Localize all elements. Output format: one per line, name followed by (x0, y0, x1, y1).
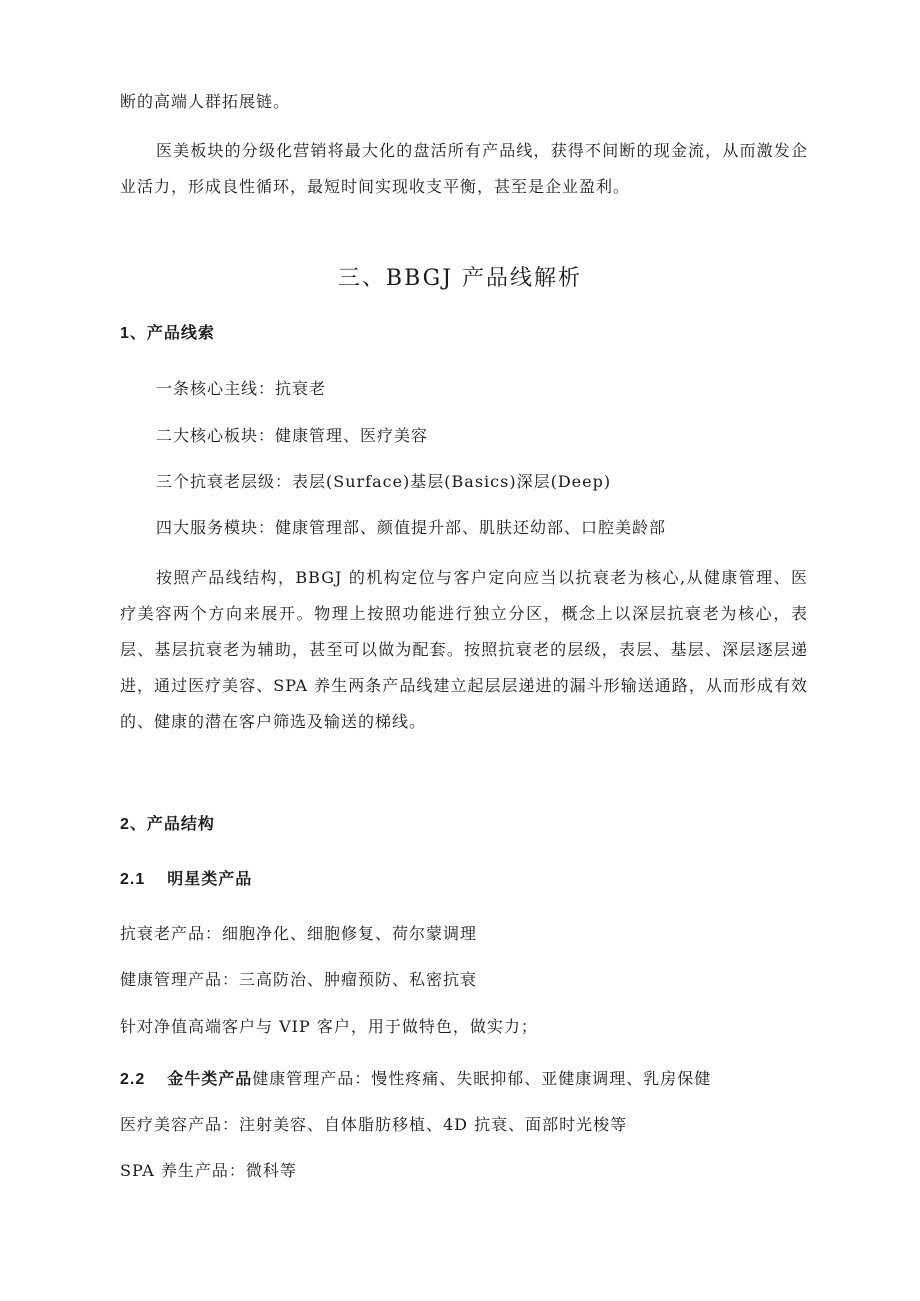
cow-product-line: 医疗美容产品：注射美容、自体脂肪移植、4D 抗衰、面部时光梭等 (120, 1115, 628, 1134)
heading-text: 产品线索 (146, 323, 215, 342)
subheading-number: 2.1 (120, 871, 146, 888)
star-product-line: 健康管理产品：三高防治、肿瘤预防、私密抗衰 (120, 970, 478, 989)
heading-number: 2、 (120, 816, 147, 833)
clue-item: 四大服务模块：健康管理部、颜值提升部、肌肤还幼部、口腔美龄部 (156, 518, 667, 537)
heading-product-structure (120, 812, 215, 837)
cow-product-line: SPA 养生产品：微科等 (120, 1161, 297, 1180)
subheading-number: 2.2 (120, 1071, 146, 1088)
heading-product-clue (120, 321, 215, 346)
intro-line: 断的高端人群拓展链。 (120, 92, 291, 111)
section-title: 三、BBGJ 产品线解析 (337, 266, 583, 291)
heading-text: 产品结构 (146, 814, 215, 833)
subheading-star-products (120, 867, 252, 892)
cow-inline-line: 健康管理产品：慢性疼痛、失眠抑郁、亚健康调理、乳房保健 (252, 1069, 712, 1088)
star-product-line: 针对净值高端客户与 VIP 客户，用于做特色，做实力； (120, 1017, 538, 1036)
clue-item: 二大核心板块：健康管理、医疗美容 (156, 426, 429, 445)
clue-paragraph: 按照产品线结构，BBGJ 的机构定位与客户定向应当以抗衰老为核心,从健康管理、医疗美容两个方向来展开。物理上按照功能进行独立分区，概念上以深层抗衰老为核心，表层、基层抗衰老为辅助，甚至可以做为配套。按照抗衰老的层级，表层、基层、深层逐层递进，通过医疗美容、SPA 养生两条产品线建立起层层递进的漏斗形输送通路，从而形成有效的、健康的潜在客户筛选及输送的梯线。 (120, 568, 808, 731)
heading-number: 1、 (120, 325, 147, 342)
subheading-cow-products (120, 1067, 711, 1092)
clue-item: 三个抗衰老层级：表层(Surface)基层(Basics)深层(Deep) (156, 472, 612, 491)
subheading-text: 明星类产品 (167, 869, 253, 888)
clue-item: 一条核心主线：抗衰老 (156, 379, 327, 398)
subheading-text: 金牛类产品 (167, 1069, 253, 1088)
star-product-line: 抗衰老产品：细胞净化、细胞修复、荷尔蒙调理 (120, 924, 478, 943)
intro-paragraph: 医美板块的分级化营销将最大化的盘活所有产品线，获得不间断的现金流，从而激发企业活力，形成良性循环，最短时间实现收支平衡，甚至是企业盈利。 (120, 141, 808, 196)
